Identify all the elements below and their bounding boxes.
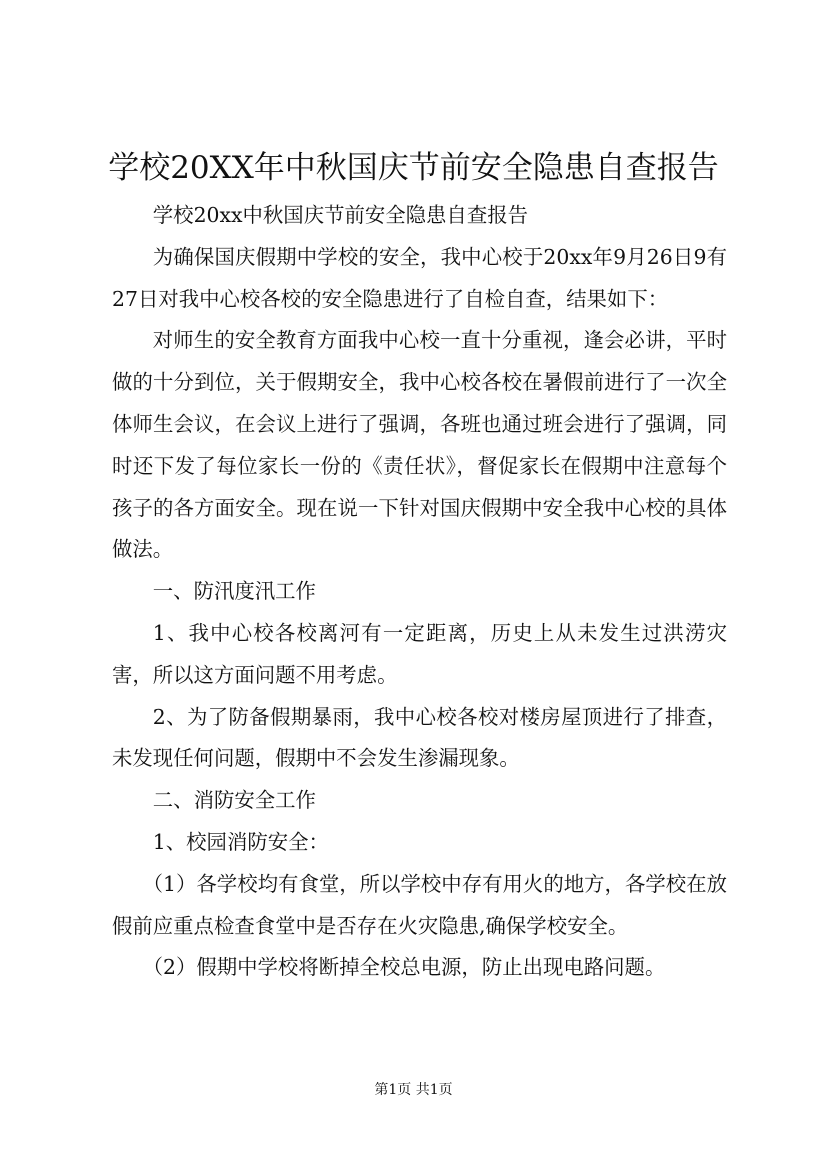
paragraph-fire-subitem-2: （2）假期中学校将断掉全校总电源，防止出现电路问题。 — [142, 955, 666, 980]
paragraph-fire-subitem-1: （1）各学校均有食堂，所以学校中存有用火的地方，各学校在放假前应重点检查食堂中是否存在火灾隐患,确保学校安全。 — [112, 871, 727, 938]
section-heading-fire-safety: 二、消防安全工作 — [152, 788, 316, 813]
document-title: 学校20XX年中秋国庆节前安全隐患自查报告 — [108, 150, 719, 186]
paragraph-fire-item-1: 1、校园消防安全： — [152, 829, 329, 854]
paragraph-flood-item-1: 1、我中心校各校离河有一定距离，历史上从未发生过洪涝灾害，所以这方面问题不用考虑。 — [112, 620, 727, 687]
document-body — [112, 195, 727, 989]
paragraph-flood-item-2: 2、为了防备假期暴雨，我中心校各校对楼房屋顶进行了排查，未发现任何问题，假期中不会发生渗漏现象。 — [112, 704, 727, 771]
paragraph-subtitle: 学校20xx中秋国庆节前安全隐患自查报告 — [152, 203, 528, 227]
paragraph-safety-education: 对师生的安全教育方面我中心校一直十分重视，逢会必讲，平时做的十分到位，关于假期安全，我中心校各校在暑假前进行了一次全体师生会议，在会议上进行了强调，各班也通过班会进行了强调，同时还下发了每位家长一份的《责任状》，督促家长在假期中注意每个孩子的各方面安全。现在说一下针对国庆假期中安全我中心校的具体做法。 — [112, 328, 727, 562]
section-heading-flood-control: 一、防汛度汛工作 — [152, 579, 316, 604]
paragraph-intro: 为确保国庆假期中学校的安全，我中心校于20xx年9月26日9有27日对我中心校各校的安全隐患进行了自检自查，结果如下： — [112, 244, 727, 311]
page-footer: 第1页 共1页 — [374, 1082, 453, 1098]
